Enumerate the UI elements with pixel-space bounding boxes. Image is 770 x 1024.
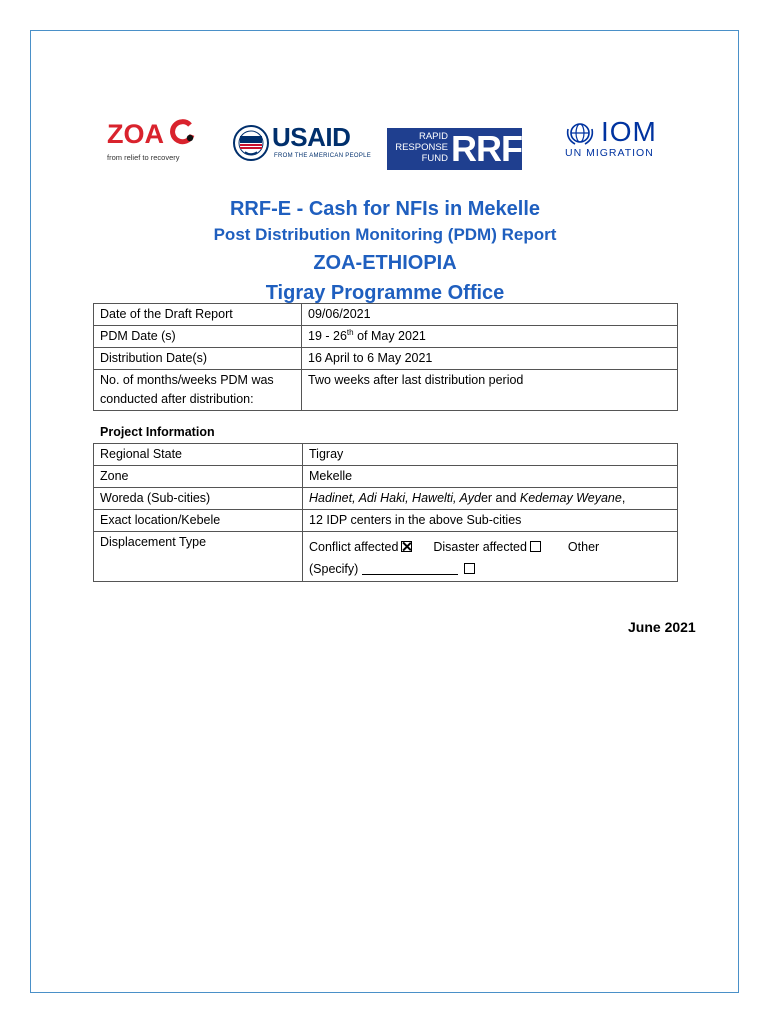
woreda-label: Woreda (Sub-cities) xyxy=(94,488,303,510)
displacement-type-label: Displacement Type xyxy=(94,532,303,582)
organization-name: ZOA-ETHIOPIA xyxy=(313,252,457,274)
location-value: 12 IDP centers in the above Sub-cities xyxy=(303,510,678,532)
pdm-date-suffix: of May 2021 xyxy=(353,329,426,343)
logo-row xyxy=(0,110,770,170)
usaid-seal-icon xyxy=(232,124,270,167)
zone-label: Zone xyxy=(94,466,303,488)
specify-blank-line[interactable] xyxy=(362,562,458,575)
table-row xyxy=(94,466,678,488)
rrf-logo-text: RRF xyxy=(451,128,522,169)
iom-tagline: UN MIGRATION xyxy=(565,147,654,159)
project-information-heading: Project Information xyxy=(100,425,215,439)
table-row xyxy=(94,348,678,370)
specify-label: (Specify) xyxy=(309,562,359,576)
draft-date-value: 09/06/2021 xyxy=(302,304,678,326)
usaid-tagline: FROM THE AMERICAN PEOPLE xyxy=(274,153,372,159)
project-info-table xyxy=(93,443,678,582)
months-weeks-label: No. of months/weeks PDM was conducted after distribution: xyxy=(94,370,302,411)
rrf-logo xyxy=(387,128,522,170)
distribution-date-label: Distribution Date(s) xyxy=(94,348,302,370)
table-row xyxy=(94,326,678,348)
zoa-logo xyxy=(107,118,197,162)
report-title-block xyxy=(0,196,770,306)
rrf-logo-small-text xyxy=(390,131,448,164)
other-checkbox[interactable] xyxy=(464,563,475,574)
table-row xyxy=(94,444,678,466)
zone-value: Mekelle xyxy=(303,466,678,488)
report-date: June 2021 xyxy=(628,619,696,635)
pdm-date-prefix: 19 - 26 xyxy=(308,329,347,343)
displacement-type-value xyxy=(303,532,678,582)
table-row xyxy=(94,510,678,532)
zoa-tagline: from relief to recovery xyxy=(107,153,180,162)
table-row xyxy=(94,370,678,411)
table-row xyxy=(94,304,678,326)
zoa-logo-text: ZOA xyxy=(107,119,164,149)
woreda-names-part3: Kedemay Weyane xyxy=(519,491,622,505)
pdm-date-sup: th xyxy=(346,327,354,337)
woreda-names-part4: , xyxy=(621,491,626,505)
report-title: RRF-E - Cash for NFIs in Mekelle xyxy=(229,198,541,220)
conflict-affected-checkbox[interactable] xyxy=(401,541,412,552)
usaid-logo-text: USAID xyxy=(272,122,351,152)
regional-state-label: Regional State xyxy=(94,444,303,466)
table-row xyxy=(94,532,678,582)
conflict-affected-label: Conflict affected xyxy=(309,540,399,554)
table-row xyxy=(94,488,678,510)
other-label: Other xyxy=(567,540,600,554)
woreda-names-part2: er and xyxy=(480,491,520,505)
distribution-date-value: 16 April to 6 May 2021 xyxy=(302,348,678,370)
report-info-table xyxy=(93,303,678,411)
woreda-value xyxy=(303,488,678,510)
rrf-line-response: RESPONSE xyxy=(395,142,448,153)
woreda-names-part1: Hadinet, Adi Haki, Hawelti, Ayd xyxy=(309,491,481,505)
disaster-affected-checkbox[interactable] xyxy=(530,541,541,552)
rrf-line-fund: FUND xyxy=(421,153,448,164)
report-subtitle: Post Distribution Monitoring (PDM) Report xyxy=(213,225,557,244)
disaster-affected-label: Disaster affected xyxy=(433,540,527,554)
iom-logo-text: IOM xyxy=(601,116,657,147)
zoa-swirl-icon xyxy=(169,118,197,151)
draft-date-label: Date of the Draft Report xyxy=(94,304,302,326)
regional-state-value: Tigray xyxy=(303,444,678,466)
office-name: Tigray Programme Office xyxy=(265,282,505,304)
location-label: Exact location/Kebele xyxy=(94,510,303,532)
pdm-date-label: PDM Date (s) xyxy=(94,326,302,348)
rrf-line-rapid: RAPID xyxy=(418,131,448,142)
months-weeks-value: Two weeks after last distribution period xyxy=(302,370,678,411)
pdm-date-value xyxy=(302,326,678,348)
